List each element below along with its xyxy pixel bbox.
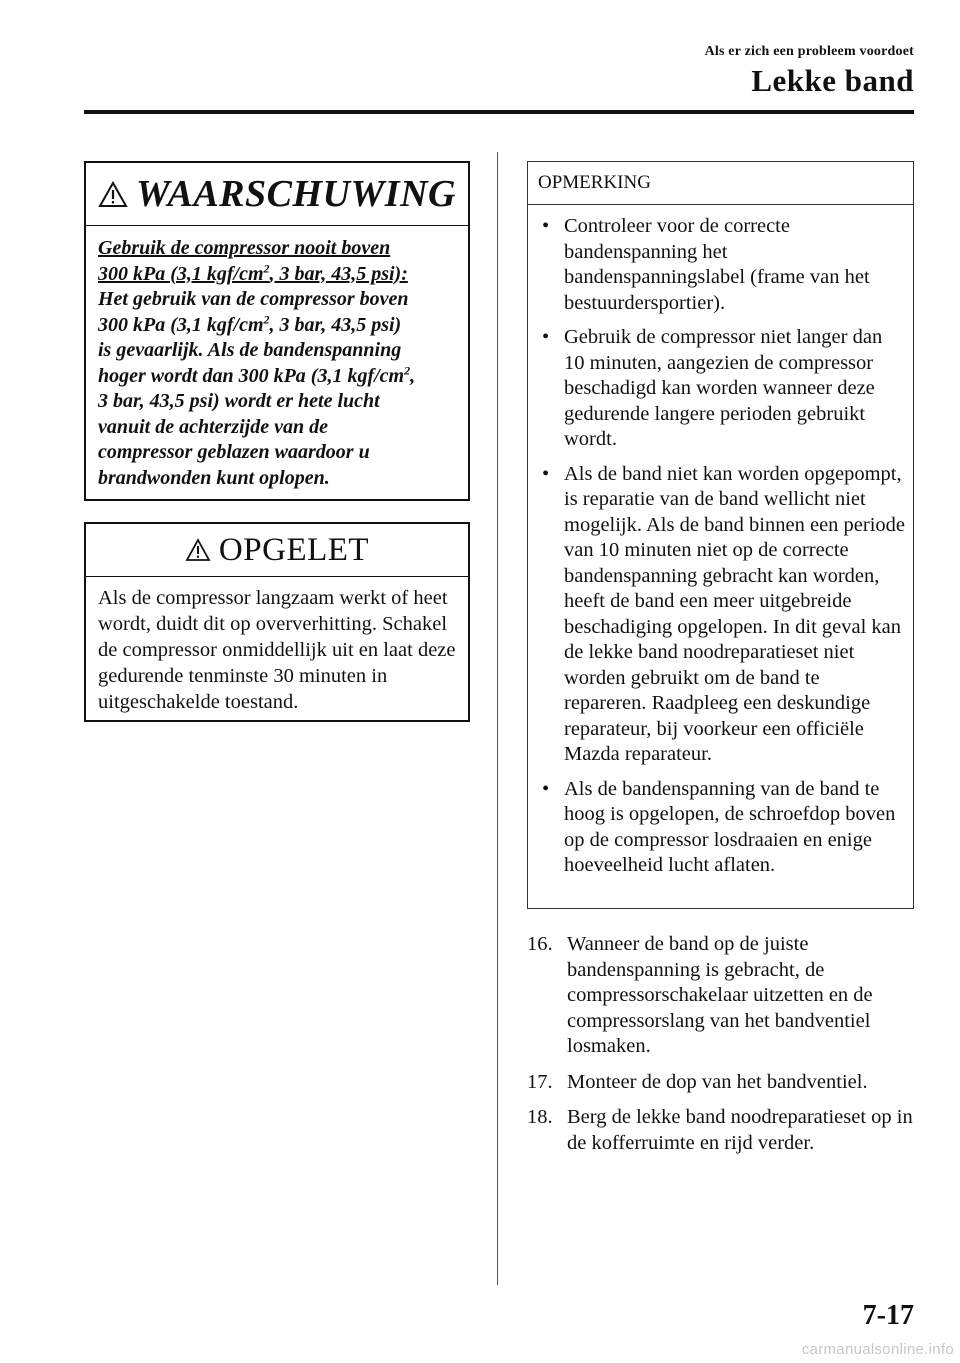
caution-text: Als de compressor langzaam werkt of heet wordt, duidt dit op oververhitting. Schakel de compressor onmiddellijk uit en laat deze gedurende tenminste 30 minuten in uitgeschakelde toestand. (98, 587, 456, 713)
warning-line: vanuit de achterzijde van de (98, 415, 328, 438)
step-text: Wanneer de band op de juiste bandenspanning is gebracht, de compressorschakelaar uitzetten en de compressorslang van het bandventiel losmaken. (567, 933, 873, 1057)
step-text: Berg de lekke band noodreparatieset op in de kofferruimte en rijd verder. (567, 1106, 913, 1154)
step-number: 16. (527, 933, 553, 955)
warning-line: Het gebruik van de compressor boven (98, 288, 409, 310)
warning-box (84, 161, 470, 501)
watermark: carmanualsonline.info (801, 1341, 954, 1358)
step-text: Monteer de dop van het bandventiel. (567, 1070, 868, 1093)
note-item: • Controleer voor de correcte bandenspanning het bandenspanningslabel (frame van het bestuurdersportier). (538, 214, 905, 316)
note-box (527, 161, 914, 909)
warning-text (86, 226, 468, 491)
warning-line: brandwonden kunt oplopen. (98, 466, 330, 489)
warning-header (86, 163, 468, 226)
caution-header (86, 524, 468, 577)
page-header (705, 44, 914, 99)
warning-line: 300 kPa (3,1 kgf/$cm^2$, 3 bar, 43,5 psi): (98, 260, 408, 285)
header-rule (84, 110, 914, 114)
steps-list (527, 932, 915, 1166)
warning-line: hoger wordt dan 300 kPa (3,1 kgf/$cm^2$, (98, 362, 416, 387)
warning-line: compressor geblazen waardoor u (98, 441, 370, 463)
note-header: OPMERKING (528, 162, 913, 205)
step-item (527, 932, 915, 1060)
column-divider (497, 152, 498, 1285)
warning-triangle-icon (98, 181, 128, 208)
caution-box (84, 522, 470, 722)
warning-line: 3 bar, 43,5 psi) wordt er hete lucht (98, 390, 380, 412)
warning-line: Gebruik de compressor nooit boven (98, 237, 391, 259)
section-title: Als er zich een probleem voordoet (704, 44, 914, 59)
note-item: • Gebruik de compressor niet langer dan 10 minuten, aangezien de compressor beschadigd kan worden wanneer deze gedurende langere perioden gebruikt wordt. (538, 325, 905, 453)
caution-label: OPGELET (218, 531, 370, 568)
step-number: 17. (527, 1070, 553, 1093)
note-item: • Als de bandenspanning van de band te hoog is opgelopen, de schroefdop boven op de compressor losdraaien en enige hoeveelheid lucht aflaten. (538, 777, 905, 879)
note-item: • Als de band niet kan worden opgepompt, is reparatie van de band wellicht niet mogelijk. Als de band binnen een periode van 10 minuten niet op de correcte bandenspanning gebracht kan worden, heeft de band een meer uitgebreide beschadiging opgelopen. In dit geval kan de lekke band noodreparatieset niet worden gebruikt om de band te repareren. Raadpleeg een deskundige reparateur, bij voorkeur een officiële Mazda reparateur. (538, 462, 905, 768)
note-list (528, 205, 913, 879)
warning-line: 300 kPa (3,1 kgf/$cm^2$, 3 bar, 43,5 psi) (98, 311, 402, 336)
page-title: Lekke band (751, 63, 914, 98)
step-item (527, 1105, 915, 1156)
warning-line: is gevaarlijk. Als de bandenspanning (98, 339, 402, 361)
caution-triangle-icon (185, 538, 211, 562)
step-number: 18. (527, 1106, 553, 1128)
page-number: 7-17 (862, 1300, 914, 1331)
step-item (527, 1070, 915, 1096)
warning-label: WAARSCHUWING (136, 173, 456, 215)
